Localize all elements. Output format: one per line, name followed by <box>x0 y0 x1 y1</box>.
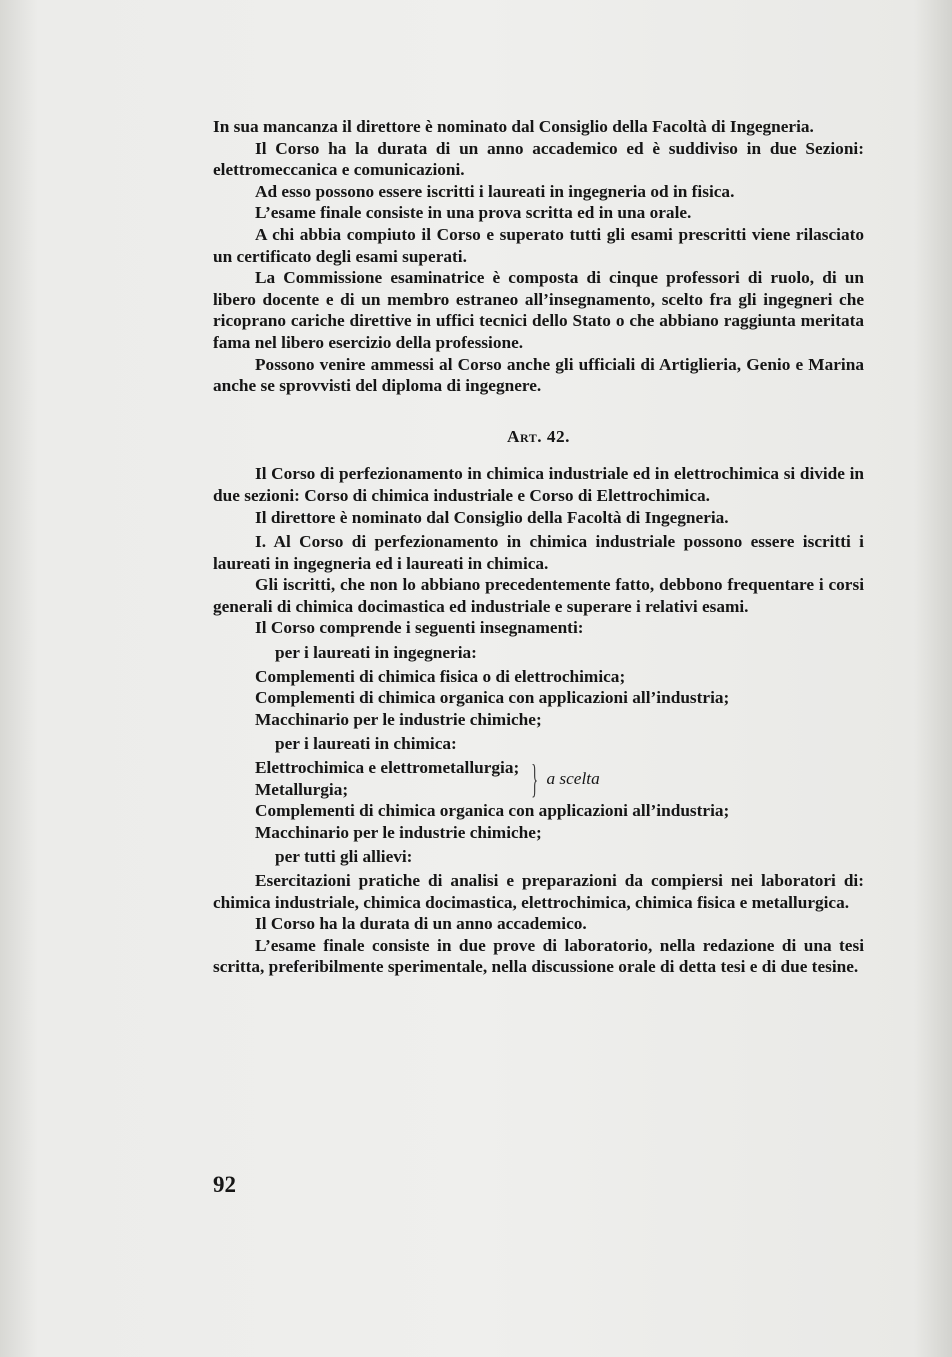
paragraph: L’esame finale consiste in una prova scritta ed in una orale. <box>255 203 692 223</box>
text-run: Il <box>255 464 267 484</box>
list-item: Complementi di chimica fisica o di elettrochimica; <box>255 666 626 686</box>
list-item: Metallurgia; <box>255 779 349 799</box>
paragraph: A chi abbia compiuto il Corso e superato tutti gli esami prescritti viene rilasciato un certificato degli esami superati. <box>213 224 864 266</box>
paragraph: Possono venire ammessi al Corso anche gli ufficiali di Artiglieria, Genio e Marina anche se sprovvisti del diploma di ingegnere. <box>213 354 864 396</box>
group-heading: per tutti gli allievi: <box>275 847 413 867</box>
group-heading: per i laureati in ingegneria: <box>275 643 477 663</box>
text-run: possono essere iscritti i laureati in ingegneria ed i laureati in chimica. <box>213 532 864 573</box>
page-body <box>213 116 864 978</box>
paragraph <box>213 463 864 506</box>
list-item: Complementi di chimica organica con applicazioni all’industria; <box>255 688 730 708</box>
course-title: Corso di perfezionamento in chimica industriale <box>299 532 676 552</box>
list-item: Elettrochimica e elettrometallurgia; <box>255 758 520 778</box>
paragraph: Il direttore è nominato dal Consiglio della Facoltà di Ingegneria. <box>255 507 729 527</box>
group-heading: per i laureati in chimica: <box>275 734 457 754</box>
list-item: Macchinario per le industrie chimiche; <box>255 822 542 842</box>
brace-icon: } <box>531 755 539 801</box>
paragraph: In sua mancanza il direttore è nominato dal Consiglio della Facoltà di Ingegneria. <box>213 117 814 136</box>
paragraph: Esercitazioni pratiche di analisi e preparazioni da compiersi nei laboratori di: chimica industriale, chimica docimastica, elettrochimica, chimica fisica e metallurgica. <box>213 871 864 912</box>
choice-group <box>255 757 864 800</box>
text-run: si divide in due sezioni: Corso di chimica industriale e Corso di Elettrochimica. <box>213 464 864 505</box>
choice-note: a scelta <box>546 768 600 788</box>
article-heading: Art. 42. <box>507 426 570 446</box>
paragraph: Il Corso ha la durata di un anno accademico ed è suddiviso in due Sezioni: elettromeccanica e comunicazioni. <box>213 138 864 180</box>
paragraph: L’esame finale consiste in due prove di laboratorio, nella redazione di una tesi scritta, preferibilmente sperimentale, nella discussione orale di detta tesi e di due tesine. <box>213 935 864 977</box>
paragraph: Gli iscritti, che non lo abbiano precedentemente fatto, debbono frequentare i corsi generali di chimica docimastica ed industriale e superare i relativi esami. <box>213 575 864 616</box>
list-item: Complementi di chimica organica con applicazioni all’industria; <box>255 801 730 821</box>
course-title: Corso di perfezionamento in chimica industriale ed in elettrochimica <box>271 464 780 484</box>
page-number: 92 <box>213 1172 236 1197</box>
paragraph: La Commissione esaminatrice è composta di cinque professori di ruolo, di un libero docente e di un membro estraneo all’insegnamento, scelto fra gli ingegneri che ricoprano cariche direttive in uffici tecnici dello Stato o che abbiano raggiunta meritata fama nel libero esercizio della professione. <box>213 268 864 352</box>
paragraph: Il Corso comprende i seguenti insegnamenti: <box>255 618 584 638</box>
paragraph: Il Corso ha la durata di un anno accademico. <box>255 914 587 934</box>
text-run: I. Al <box>255 532 291 552</box>
paragraph <box>213 531 864 574</box>
paragraph: Ad esso possono essere iscritti i laureati in ingegneria od in fisica. <box>255 181 735 201</box>
list-item: Macchinario per le industrie chimiche; <box>255 709 542 729</box>
